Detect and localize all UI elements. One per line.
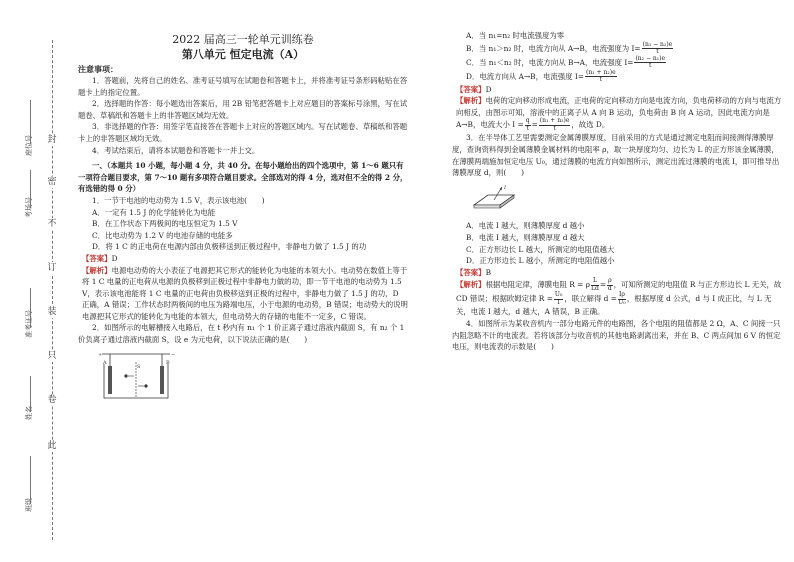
analysis-text: 电荷的定向移动形成电流，正电荷的定向移动方向是电流方向，负电荷移动的方向与电流方向相反，由图示可知，溶液中的正离子从 A 向 B 运动，负电荷由 B 向 A 运动，因此电流方向是 A→B，电流大小 I =	[456, 96, 782, 130]
fraction-numerator: (n₁ − n₂)e	[642, 40, 673, 48]
notice-item: 4．考试结束后，请将本试题卷和答题卡一并上交。	[92, 145, 260, 155]
field-line	[30, 288, 31, 328]
option-text: D．电流方向从 A→B，电流强度 I=	[466, 71, 584, 81]
seal-char: 密	[47, 177, 57, 187]
seal-char: 只	[47, 351, 57, 361]
fraction-numerator: (n₁ + n₂)e	[586, 68, 616, 76]
field-label-exam-number: 准考证号	[25, 310, 33, 338]
analysis-text: =	[599, 280, 607, 290]
analysis-text: ，可知所测定的电阻值 R 与正方形边长 L 无关，故 CD 错误；根据欧姆定律 R =	[456, 280, 782, 304]
fraction-numerator: Iρ	[618, 291, 625, 299]
section-s-label: S	[137, 363, 141, 370]
notice-heading: 注意事项：	[78, 64, 118, 74]
right-column	[452, 30, 784, 353]
q1-option-d: D．将 1 C 的正电荷在电源内部由负极移送到正极过程中，非静电力做了 1.5 J 的功	[92, 242, 367, 252]
exam-subtitle: 第八单元 恒定电流（A）	[181, 48, 305, 61]
field-label-seat-number: 座位号	[25, 135, 33, 156]
answer-value: B	[485, 267, 492, 277]
notice-item: 1．答题前，先将自己的姓名、准考证号填写在试题卷和答题卡上，并将准考证号条形码粘贴在答题卡上的指定位置。	[78, 76, 408, 97]
q2-option-b	[452, 42, 784, 56]
notice-item: 3．非选择题的作答：用签字笔直接答在答题卡上对应的答题区域内。写在试题卷、草稿纸和答题卡上的非答题区域均无效。	[78, 122, 408, 143]
seal-char: 不	[47, 219, 57, 229]
answer-value: D	[111, 253, 118, 263]
analysis-label: 【解析】	[82, 265, 112, 275]
q3-option-a: A．电流 I 越大，则薄膜厚度 d 越小	[466, 221, 585, 231]
fraction-denominator: U₀	[618, 298, 626, 306]
fraction-numerator: (n₂ − n₁)e	[635, 54, 666, 62]
seal-char: 订	[47, 263, 57, 273]
fraction	[585, 70, 617, 84]
fraction	[525, 118, 531, 132]
notice-item: 2．选择题的作答：每小题选出答案后，用 2B 铅笔把答题卡上对应题目的答案标号涂黑，写在试题卷、草稿纸和答题卡上的非答题区域均无效。	[78, 99, 408, 120]
q2-option-d	[452, 70, 784, 84]
fraction-numerator: ρ	[608, 277, 612, 285]
q3-option-b: B．电流 I 越大，则薄膜厚度 d 越大	[466, 232, 585, 242]
answer-label: 【答案】	[456, 267, 486, 277]
q2-option-a: A．当 n₁=n₂ 时电流强度为零	[466, 31, 565, 40]
minus-sign: −	[171, 351, 176, 358]
binding-margin	[0, 0, 66, 562]
fraction-denominator: t	[553, 124, 556, 132]
fraction	[539, 118, 571, 132]
q1-option-b: B．在工作状态下两极间的电压恒定为 1.5 V	[92, 219, 238, 229]
fraction	[642, 42, 674, 56]
electrolytic-cell-diagram	[96, 350, 176, 402]
fraction-numerator: U₀	[554, 291, 563, 299]
seal-char: 封	[47, 135, 57, 145]
q2-analysis	[452, 95, 784, 132]
fraction	[618, 292, 626, 306]
q2-answer	[452, 84, 784, 96]
field-label-room-number: 考场号	[25, 197, 33, 218]
analysis-text: ，根据厚度 d 公式，d 与 I 成正比，与 L 无关，电流 I 越大，d 越大，A 错误，B 正确。	[456, 294, 772, 317]
q3-answer	[452, 267, 784, 279]
fraction	[554, 292, 563, 306]
fraction-denominator: Ld	[591, 284, 599, 292]
analysis-text: 根据电阻定律，薄膜电阻 R = ρ	[485, 280, 591, 290]
option-text: B．当 n₁＞n₂ 时，电流方向从 A→B，电流强度为 I=	[466, 43, 641, 53]
field-line	[30, 456, 31, 504]
electrode-b-label: B	[166, 359, 170, 366]
exam-title: 2022 届高三一轮单元训练卷	[172, 33, 314, 46]
fraction-denominator: t	[656, 48, 659, 56]
section-heading: 一、（本题共 10 小题，每小题 4 分，共 40 分。在每小题给出的四个选项中，第 1～6 题只有一项符合题目要求，第 7～10 题有多项符合题目要求。全部选对的得 4 分，选对但不全的得 2 分，有选错的得 0 分）	[78, 161, 408, 194]
thin-film-figure	[470, 183, 784, 217]
question-1-stem: 1．一节干电池的电动势为 1.5 V，表示该电池( )	[92, 195, 265, 205]
analysis-text: =	[531, 120, 538, 130]
q1-option-c: C．比电动势为 1.2 V 的电池存储的电能多	[92, 230, 233, 240]
left-column	[78, 32, 408, 409]
q3-option-c: C．正方形边长 L 越大，所测定的电阻值越大	[466, 244, 615, 254]
q1-analysis	[78, 265, 408, 323]
fraction	[591, 278, 599, 292]
fraction-denominator: t	[599, 76, 603, 84]
answer-label: 【答案】	[456, 84, 486, 94]
current-label: I	[504, 184, 506, 191]
field-line	[30, 376, 31, 412]
analysis-label: 【解析】	[456, 280, 486, 290]
seal-char: 卷	[47, 395, 57, 405]
electrode-a-label: A	[103, 359, 107, 366]
seal-dash-line	[52, 40, 53, 540]
thin-film-diagram	[470, 183, 520, 213]
q2-option-c	[452, 56, 784, 70]
field-label-name: 姓名	[25, 406, 33, 420]
q3-option-d: D．正方形边长 L 越小，所测定的电阻值越小	[466, 256, 615, 266]
fraction-numerator: L	[592, 277, 597, 285]
field-line	[30, 100, 31, 144]
fraction-denominator: t	[526, 124, 529, 132]
answer-value: D	[485, 84, 492, 94]
plus-sign: +	[98, 351, 103, 358]
field-line	[30, 170, 31, 208]
fraction-denominator: d	[607, 284, 612, 292]
question-4-stem: 4．如图所示为某收音机内一部分电路元件的电路图，各个电阻的阻值都是 2 Ω，A、C 间接一只内阻忽略不计的电流表。若将该部分与收音机的其他电路剥离出来，并在 B、C 两点间加 6 V 的恒定电压，则电流表的示数是( )	[452, 318, 781, 352]
field-label-class: 班级	[25, 498, 33, 512]
q3-analysis	[452, 278, 784, 318]
fraction-denominator: I	[557, 298, 560, 306]
seal-char: 此	[47, 441, 57, 451]
question-3-stem: 3．在半导体工艺里需要测定金属薄膜厚度，目前采用的方式是通过测定电阻而间接测得薄膜厚度，查询资料得到金属薄膜金属材料的电阻率 ρ，取一块厚度均匀、边长为 L 的正方形该金属薄膜，在薄膜两端施加恒定电压 U₀，通过薄膜的电流方向如图所示，测定出流过薄膜的电流 I，即可推导出薄膜厚度 d，则( )	[452, 133, 780, 178]
fraction-numerator: (n₁ + n₂)e	[539, 117, 570, 125]
analysis-text: ，联立解得 d =	[564, 294, 617, 304]
analysis-text: 电源电动势的大小表征了电源把其它形式的能转化为电能的本领大小。电动势在数值上等于将 1 C 电量的正电荷从电源的负极移到正极过程中非静电力做的功，即一节干电池的电动势为 1.5 V，表示该电池能将 1 C 电量的正电荷由负极移送到正极的过程中，非静电力做了 1.5 J 的功，D 正确，A 错误；工作状态时两极间的电压为路端电压，小于电源的电动势，B 错误；电动势大的说明电源把其它形式的能转化为电能的本领大，但电动势大的存储的电能不一定多，C 错误。	[82, 265, 408, 321]
fraction	[634, 56, 666, 70]
seal-char: 装	[47, 307, 57, 317]
analysis-text: ，故选 D。	[571, 120, 610, 130]
q1-option-a: A．一定有 1.5 J 的化学能转化为电能	[92, 207, 216, 217]
q1-answer	[78, 253, 408, 265]
option-text: C．当 n₁＜n₂ 时，电流方向从 B→A，电流强度 I=	[466, 57, 634, 67]
question-2-stem: 2．如图所示的电解槽接入电路后，在 t 秒内有 n₁ 个 1 价正离子通过溶液内截面 S，有 n₂ 个 1 价负离子通过溶液内截面 S，设 e 为元电荷，以下说法正确的是( )	[78, 323, 405, 345]
fraction-numerator: q	[525, 117, 530, 125]
answer-label: 【答案】	[82, 253, 112, 263]
electrolytic-cell-figure	[96, 350, 408, 406]
analysis-label: 【解析】	[456, 96, 486, 106]
fraction-denominator: t	[649, 62, 652, 70]
fraction	[607, 278, 613, 292]
